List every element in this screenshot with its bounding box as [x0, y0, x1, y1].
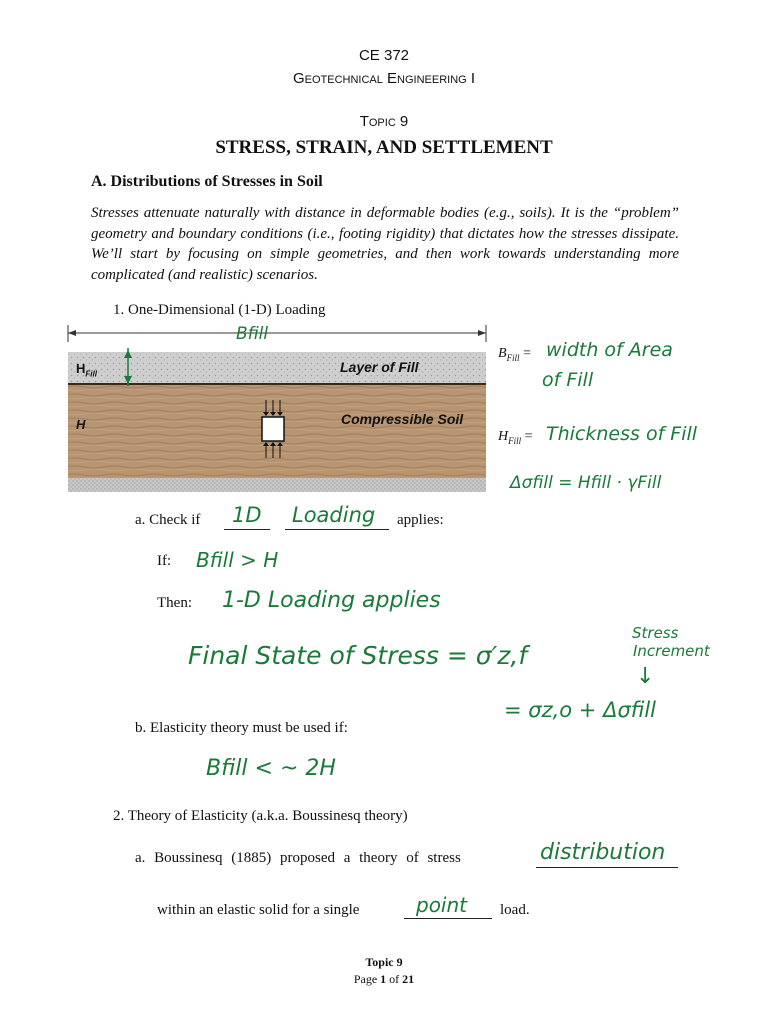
h-fill-def-main: H [498, 429, 509, 444]
b-fill-hand-line2: of Fill [542, 369, 594, 391]
section-heading: A. Distributions of Stresses in Soil [91, 173, 323, 190]
check-hand-loading: Loading [292, 503, 376, 527]
final-state-hand: Final State of Stress = σ′z,f [188, 641, 528, 670]
blank-distribution-line [536, 867, 678, 868]
if-label: If: [157, 553, 172, 569]
check-hand-1d: 1D [232, 503, 262, 527]
point-hand: point [416, 893, 468, 917]
b-fill-def-main: B [498, 346, 507, 361]
h-fill-figure-label [76, 361, 97, 379]
b-fill-def-sub: Fill [506, 352, 520, 363]
footer-page-prefix: Page [353, 972, 381, 986]
item-2-label: 2. Theory of Elasticity (a.k.a. Boussinesq theory) [113, 808, 408, 824]
then-hand: 1-D Loading applies [222, 588, 441, 613]
h-figure-label: H [76, 417, 86, 432]
course-code: CE 372 [358, 47, 410, 64]
b-fill-def-eq: = [519, 346, 531, 361]
topic-title: STRESS, STRAIN, AND SETTLEMENT [215, 137, 553, 158]
h-fill-def-sub: Fill [508, 435, 522, 446]
h-fill-def [498, 429, 533, 446]
footer-page-total: 21 [402, 972, 415, 986]
stress-increment-hand-2: Increment [633, 642, 710, 660]
intro-paragraph: Stresses attenuate naturally with distance in deformable bodies (e.g., soils). It is the “problem” geometry and boundary conditions (i.e., footing rigidity) that dictates how the stresses dissipate. We’ll start by focusing on simple geometries, and then work towards understanding more complicated (and realistic) scenarios. [91, 205, 679, 283]
soil-figure [64, 320, 490, 500]
h-fill-hand: Thickness of Fill [546, 423, 698, 445]
soil-profile-diagram [64, 320, 490, 500]
layer-of-fill-label: Layer of Fill [340, 359, 419, 375]
h-fill-figure-main: H [76, 361, 86, 376]
base-layer [68, 478, 486, 492]
stress-increment-hand-1: Stress [632, 624, 679, 642]
check-if-label: a. Check if [135, 512, 201, 528]
footer-topic: Topic 9 [365, 955, 403, 969]
footer-page-of: of [386, 972, 403, 986]
b-fill-annotation: Bfill [236, 324, 269, 344]
delta-sigma-hand: Δσfill = Hfill · γFill [510, 473, 662, 493]
then-label: Then: [157, 595, 192, 611]
increment-arrow: ↓ [636, 664, 655, 689]
blank-point-line [404, 918, 492, 919]
footer-page [0, 972, 768, 987]
course-title: Geotechnical Engineering I [292, 70, 476, 87]
b-fill-hand-line1: width of Area [546, 339, 673, 361]
h-fill-figure-sub: Fill [85, 369, 97, 379]
topic-label: Topic 9 [359, 113, 409, 130]
applies-label: applies: [397, 512, 444, 528]
if-hand: Bfill > H [196, 548, 279, 572]
boussinesq-line2: within an elastic solid for a single [157, 902, 360, 918]
item-1-label: 1. One-Dimensional (1-D) Loading [113, 302, 326, 318]
sum-hand: = σz,o + Δσfill [504, 698, 656, 722]
load-label: load. [500, 902, 530, 918]
compressible-soil-label: Compressible Soil [341, 411, 464, 427]
b-fill-def [498, 346, 531, 363]
elasticity-hand: Bfill < ~ 2H [206, 756, 336, 781]
elasticity-label: b. Elasticity theory must be used if: [135, 720, 348, 736]
distribution-hand: distribution [540, 840, 666, 865]
soil-element [262, 417, 284, 441]
blank-1d-line [224, 529, 270, 530]
blank-loading-line [285, 529, 389, 530]
boussinesq-line1: a. Boussinesq (1885) proposed a theory of stress [135, 850, 461, 866]
footer-page-num: 1 [380, 972, 387, 986]
h-fill-def-eq: = [521, 429, 533, 444]
